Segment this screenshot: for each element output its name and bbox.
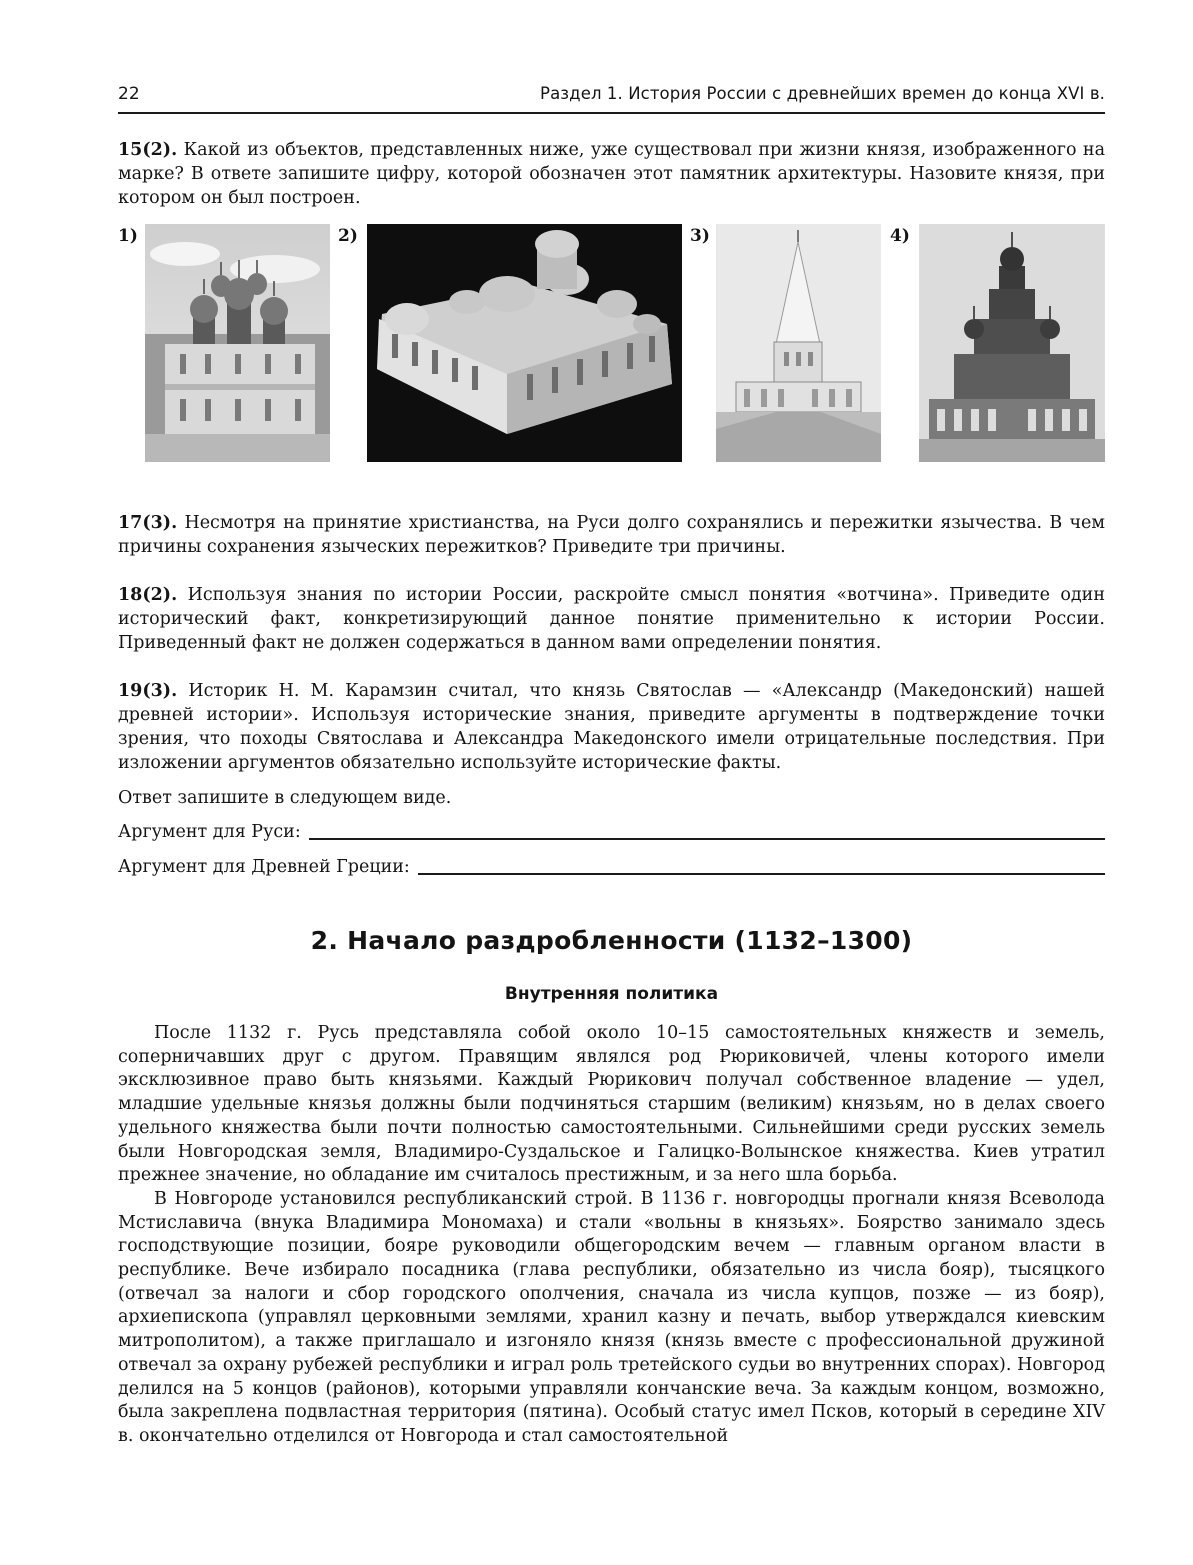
page-number: 22 [118, 84, 140, 104]
tent-church-photo-3 [716, 224, 881, 462]
answer-line-greece[interactable] [118, 855, 1105, 879]
question-15 [118, 138, 1105, 210]
question-text: Историк Н. М. Карамзин считал, что князь Святослав — «Александр (Македонский) нашей древней истории». Используя исторические знания, приведите аргументы в подтверждение точки зрения, что походы Святослава и Александра Македонского имели отрицательные последствия. При изложении аргументов обязательно используйте исторические факты. [118, 681, 1105, 773]
running-title: Раздел 1. История России с древнейших времен до конца XVI в. [540, 84, 1105, 103]
answer-blank-rus[interactable] [309, 838, 1105, 840]
image-label-2: 2) [338, 226, 358, 246]
answer-line-rus[interactable] [118, 820, 1105, 844]
tiered-church-photo-4 [919, 224, 1105, 462]
paragraph: В Новгороде установился республиканский строй. В 1136 г. новгородцы прогнали князя Всеволода Мстиславича (внука Владимира Мономаха) и стали «вольны в князьях». Боярство занимало здесь господствующие позиции, бояре руководили общегородским вечем — главным органом власти в республике. Вече избирало посадника (глава республики, обязательно из числа бояр), тысяцкого (отвечал за налоги и сбор городского ополчения, сначала из числа купцов, позже — из бояр), архиепископа (управлял церковными землями, хранил казну и печать, выбор утверждался киевским митрополитом), а также приглашало и изгоняло князя (князь вместе с профессиональной дружиной отвечал за охрану рубежей республики и играл роль третейского судьи во внутренних спорах). Новгород делился на 5 концов (районов), которыми управляли кончанские веча. За каждым концом, возможно, была закреплена подвластная территория (пятина). Особый статус имел Псков, который в середине XIV в. окончательно отделился от Новгорода и стал самостоятельной [118, 1188, 1105, 1446]
image-label-1: 1) [118, 226, 138, 246]
question-18 [118, 583, 1105, 655]
question-19 [118, 679, 1105, 775]
section-title: 2. Начало раздробленности (1132–1300) [310, 926, 913, 955]
question-number: 19(3). [118, 681, 178, 701]
image-label-3: 3) [690, 226, 710, 246]
image-label-4: 4) [890, 226, 910, 246]
question-number: 18(2). [118, 585, 178, 605]
section-body [118, 1022, 1105, 1449]
question-text: Несмотря на принятие христианства, на Руси долго сохранялись и пережитки язычества. В чем причины сохранения языческих пережитков? Приведите три причины. [118, 513, 1105, 557]
question-text: Какой из объектов, представленных ниже, уже существовал при жизни князя, изображенного на марке? В ответе запишите цифру, которой обозначен этот памятник архитектуры. Назовите князя, при котором он был построен. [118, 140, 1105, 208]
question-number: 15(2). [118, 140, 178, 160]
question-text: Используя знания по истории России, раскройте смысл понятия «вотчина». Приведите один исторический факт, конкретизирующий данное понятие применительно к истории России. Приведенный факт не должен содержаться в данном вами определении понятия. [118, 585, 1105, 653]
question-number: 17(3). [118, 513, 178, 533]
question-17 [118, 511, 1105, 559]
answer-label-rus: Аргумент для Руси: [118, 822, 301, 842]
cathedral-model-photo-2 [367, 224, 682, 462]
answer-label-greece: Аргумент для Древней Греции: [118, 857, 410, 877]
answer-instruction: Ответ запишите в следующем виде. [118, 788, 452, 808]
header-divider [118, 112, 1105, 114]
paragraph: После 1132 г. Русь представляла собой около 10–15 самостоятельных княжеств и земель, соперничавших друг с другом. Правящим являлся род Рюриковичей, члены которого имели эксклюзивное право быть князьями. Каждый Рюрикович получал собственное владение — удел, младшие удельные князья должны были подчиняться старшим (великим) князьям, но в делах своего удельного княжества были почти полностью самостоятельными. Сильнейшими среди русских земель были Новгородская земля, Владимиро-Суздальское и Галицко-Волынское княжества. Киев утратил прежнее значение, но обладание им считалось престижным, и за него шла борьба. [118, 1023, 1105, 1186]
cathedral-photo-1 [145, 224, 330, 462]
subsection-title: Внутренняя политика [504, 984, 719, 1004]
answer-blank-greece[interactable] [418, 873, 1105, 875]
